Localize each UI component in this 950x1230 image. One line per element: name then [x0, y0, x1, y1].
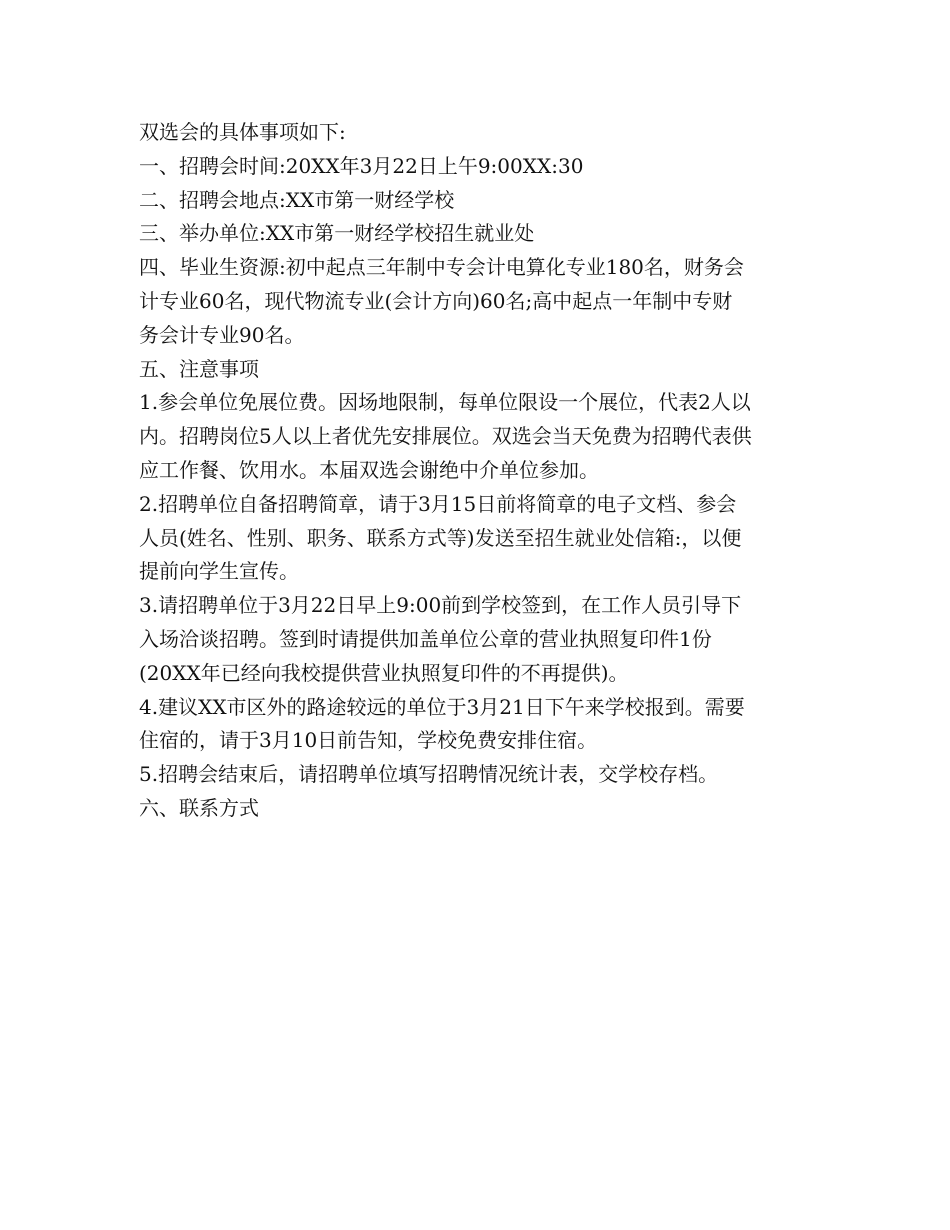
note-1-line-3: 应工作餐、饮用水。本届双选会谢绝中介单位参加。	[139, 457, 599, 482]
note-4-line-1: 4.建议XX市区外的路途较远的单位于3月21日下午来学校报到。需要	[139, 694, 745, 719]
note-5-line: 5.招聘会结束后，请招聘单位填写招聘情况统计表，交学校存档。	[139, 762, 719, 787]
intro-line: 双选会的具体事项如下:	[139, 120, 346, 144]
item-organizer-line: 三、举办单位:XX市第一财经学校招生就业处	[139, 221, 535, 246]
note-3-line-3: (20XX年已经向我校提供营业执照复印件的不再提供)。	[139, 660, 629, 685]
note-1-line-2: 内。招聘岗位5人以上者优先安排展位。双选会当天免费为招聘代表供	[139, 424, 752, 449]
item-graduates-line-2: 计专业60名，现代物流专业(会计方向)60名;高中起点一年制中专财	[139, 288, 733, 313]
section-notes-heading: 五、注意事项	[139, 356, 259, 381]
note-2-line-2: 人员(姓名、性别、职务、联系方式等)发送至招生就业处信箱:，以便	[139, 525, 742, 550]
document-body	[139, 116, 819, 826]
note-3-line-2: 入场洽谈招聘。签到时请提供加盖单位公章的营业执照复印件1份	[139, 626, 712, 651]
item-graduates-line-3: 务会计专业90名。	[139, 322, 305, 347]
item-time-line: 一、招聘会时间:20XX年3月22日上午9:00XX:30	[139, 153, 584, 178]
note-4-line-2: 住宿的，请于3月10日前告知，学校免费安排住宿。	[139, 728, 598, 753]
note-2-line-1: 2.招聘单位自备招聘简章，请于3月15日前将简章的电子文档、参会	[139, 491, 737, 516]
item-location-line: 二、招聘会地点:XX市第一财经学校	[139, 187, 455, 212]
note-1-line-1: 1.参会单位免展位费。因场地限制，每单位限设一个展位，代表2人以	[139, 390, 751, 415]
item-graduates-line-1: 四、毕业生资源:初中起点三年制中专会计电算化专业180名，财务会	[139, 255, 744, 280]
note-2-line-3: 提前向学生宣传。	[139, 559, 299, 584]
section-contact-heading: 六、联系方式	[139, 795, 259, 820]
note-3-line-1: 3.请招聘单位于3月22日早上9:00前到学校签到，在工作人员引导下	[139, 593, 742, 618]
